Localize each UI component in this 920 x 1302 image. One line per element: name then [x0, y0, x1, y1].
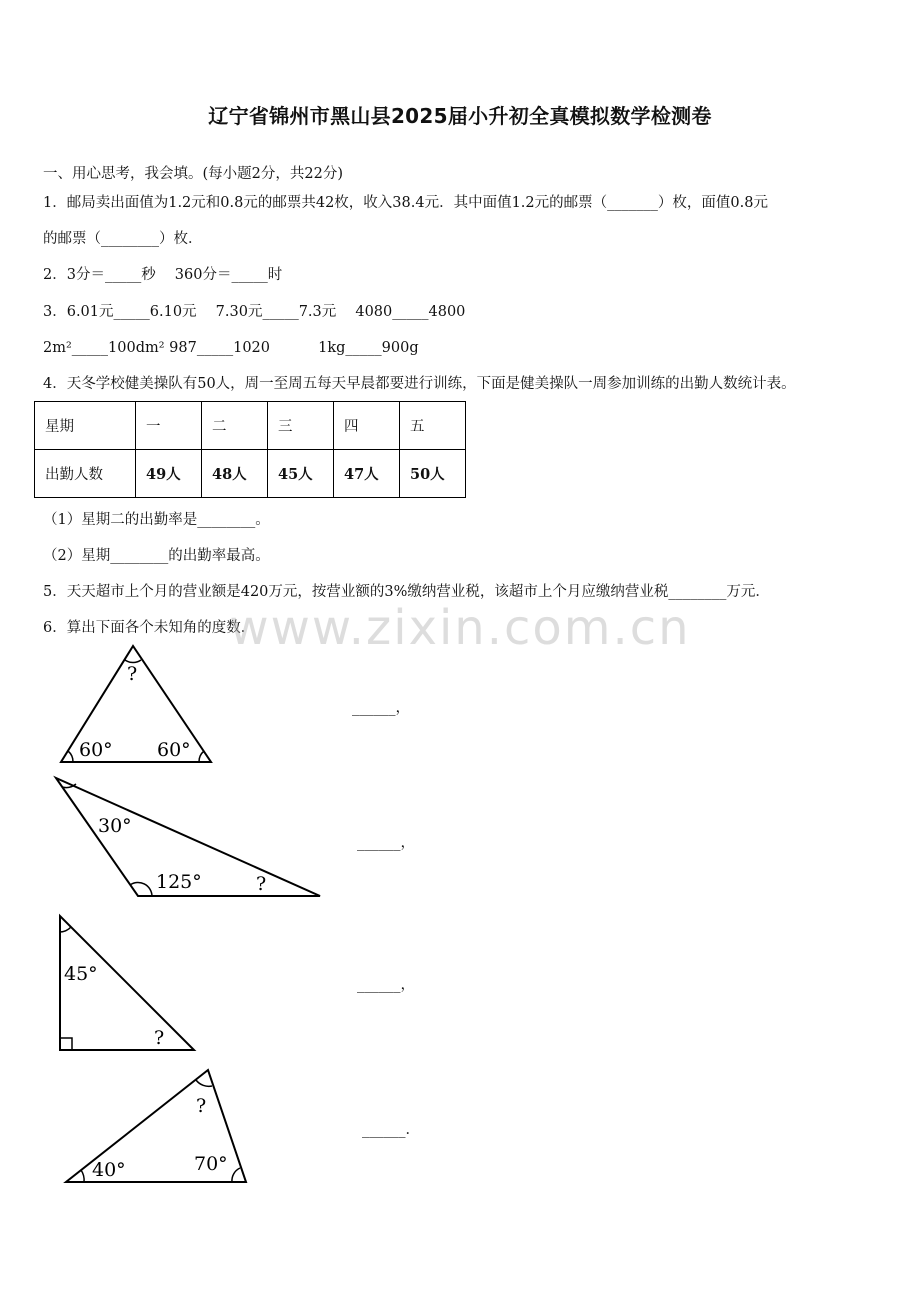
section-heading: 一、用心思考，我会填。(每小题2分，共22分) — [43, 166, 343, 182]
table-cell: 三 — [268, 402, 334, 450]
triangle-2-label-right: ? — [256, 873, 267, 895]
table-cell: 出勤人数 — [35, 450, 136, 498]
table-cell: 45人 — [268, 450, 334, 498]
angle-arc — [60, 927, 71, 932]
table-cell: 50人 — [400, 450, 466, 498]
triangle-4-label-top: ? — [196, 1095, 207, 1117]
page-title: 辽宁省锦州市黑山县2025届小升初全真模拟数学检测卷 — [208, 104, 712, 128]
triangle-3-figure — [52, 910, 202, 1056]
table-cell: 星期 — [35, 402, 136, 450]
triangle-4-figure — [60, 1064, 255, 1190]
question-3-line-1: 3．6.01元_____6.10元 7.30元_____7.3元 4080_____4800 — [43, 304, 466, 320]
triangle-3-answer: ______， — [357, 977, 415, 993]
table-cell: 一 — [136, 402, 202, 450]
question-4-sub-1: （1）星期二的出勤率是________。 — [43, 512, 270, 528]
question-1-line-1: 1．邮局卖出面值为1.2元和0.8元的邮票共42枚，收入38.4元．其中面值1.2元的邮票（_______）枚，面值0.8元 — [43, 195, 768, 211]
question-3-line-2: 2m²_____100dm² 987_____1020 1kg_____900g — [43, 340, 419, 356]
triangle-4-answer: ______． — [362, 1122, 420, 1138]
table-cell: 48人 — [202, 450, 268, 498]
triangle-2-label-bottom-left: 125° — [156, 871, 202, 893]
angle-arc — [199, 751, 204, 762]
table-row — [35, 450, 466, 498]
triangle-3-label-right: ? — [154, 1027, 165, 1049]
question-4-sub-2: （2）星期________的出勤率最高。 — [43, 548, 270, 564]
triangle-3-label-top: 45° — [64, 963, 98, 985]
table-cell: 47人 — [334, 450, 400, 498]
triangle-1-answer: ______， — [352, 700, 410, 716]
angle-arc — [68, 751, 73, 762]
triangle-2-label-top: 30° — [98, 815, 132, 837]
table-row — [35, 402, 466, 450]
question-6: 6．算出下面各个未知角的度数． — [43, 620, 256, 636]
triangle-1-label-left: 60° — [79, 739, 113, 761]
question-4: 4．天冬学校健美操队有50人，周一至周五每天早晨都要进行训练，下面是健美操队一周参加训练的出勤人数统计表。 — [43, 376, 796, 392]
table-cell: 49人 — [136, 450, 202, 498]
angle-arc — [196, 1080, 212, 1086]
triangle-1-label-right: 60° — [157, 739, 191, 761]
watermark: www.zixin.com.cn — [229, 600, 691, 656]
table-cell: 五 — [400, 402, 466, 450]
question-1-line-2: 的邮票（________）枚． — [43, 231, 203, 247]
triangle-4-label-right: 70° — [194, 1153, 228, 1175]
question-2: 2．3分＝_____秒 360分＝_____时 — [43, 267, 283, 283]
attendance-table — [34, 401, 466, 498]
triangle-1-figure — [55, 640, 220, 768]
table-cell: 四 — [334, 402, 400, 450]
triangle-2-figure — [50, 772, 330, 902]
angle-arc — [232, 1168, 240, 1182]
question-5: 5．天天超市上个月的营业额是420万元，按营业额的3%缴纳营业税，该超市上个月应缴纳营业税________万元． — [43, 584, 770, 600]
triangle-1-label-top: ? — [127, 663, 138, 685]
right-angle-mark — [60, 1038, 72, 1050]
triangle-4-label-left: 40° — [92, 1159, 126, 1181]
triangle-2-answer: ______， — [357, 835, 415, 851]
table-cell: 二 — [202, 402, 268, 450]
angle-arc — [81, 1170, 84, 1182]
